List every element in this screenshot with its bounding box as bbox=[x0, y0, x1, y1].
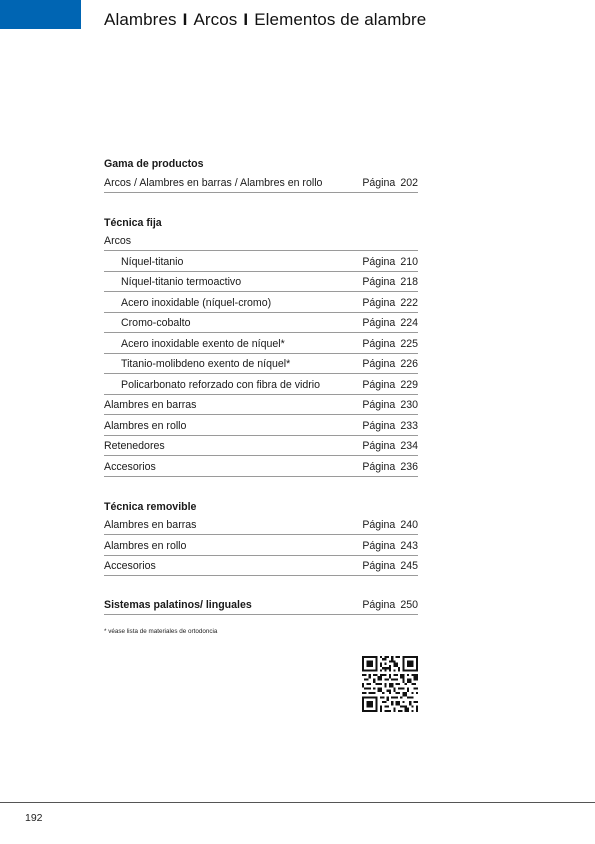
toc-page-ref: Página 245 bbox=[362, 560, 418, 572]
toc-row-label: Titanio-molibdeno exento de níquel* bbox=[121, 358, 291, 370]
section-title-removable-technique: Técnica removible bbox=[104, 500, 197, 513]
toc-row[interactable] bbox=[104, 272, 418, 293]
toc-page-number: 229 bbox=[400, 378, 418, 391]
toc-page-number: 225 bbox=[400, 337, 418, 350]
toc-row-label: Níquel-titanio bbox=[121, 255, 184, 268]
toc-page-ref: Página 230 bbox=[362, 399, 418, 411]
toc-row-label: Cromo-cobalto bbox=[121, 317, 191, 329]
toc-row[interactable] bbox=[104, 556, 418, 577]
toc-page-number: 218 bbox=[400, 276, 418, 288]
toc-row-label: Alambres en barras bbox=[104, 399, 197, 411]
toc-page-ref: Página 224 bbox=[362, 317, 418, 329]
page-title bbox=[104, 10, 426, 30]
footer-divider bbox=[0, 802, 595, 803]
toc-row-label: Accesorios bbox=[104, 460, 156, 473]
toc-row-label: Arcos / Alambres en barras / Alambres en rollo bbox=[104, 176, 323, 189]
footnote: * véase lista de materiales de ortodoncia bbox=[104, 628, 218, 635]
toc-row[interactable] bbox=[104, 415, 418, 436]
toc-page-number: 236 bbox=[400, 460, 418, 473]
section-title-fixed-technique: Técnica fija bbox=[104, 216, 162, 229]
toc-row[interactable] bbox=[104, 436, 418, 457]
toc-row[interactable] bbox=[104, 456, 418, 477]
toc-page-ref: Página 233 bbox=[362, 419, 418, 432]
toc-page-number: 210 bbox=[400, 255, 418, 268]
title-part-wire-elements: Elementos de alambre bbox=[254, 10, 427, 29]
toc-page-ref: Página 210 bbox=[362, 255, 418, 268]
toc-row[interactable] bbox=[104, 333, 418, 354]
toc-page-number: 243 bbox=[400, 539, 418, 552]
toc-page-ref: Página 234 bbox=[362, 440, 418, 452]
toc-page-ref: Página 218 bbox=[362, 276, 418, 288]
toc-page-number: 222 bbox=[400, 296, 418, 309]
toc-page-ref: Página 240 bbox=[362, 519, 418, 531]
qr-code-icon[interactable] bbox=[362, 656, 418, 712]
toc-row[interactable] bbox=[104, 251, 418, 272]
toc-page-ref: Página 243 bbox=[362, 539, 418, 552]
title-separator: I bbox=[243, 10, 249, 29]
toc-subheading-label: Arcos bbox=[104, 235, 132, 247]
toc-page-number: 240 bbox=[400, 519, 418, 531]
toc-row-palatal-systems[interactable] bbox=[104, 594, 418, 615]
toc-row-label: Acero inoxidable (níquel-cromo) bbox=[121, 296, 272, 309]
toc-page-ref: Página 226 bbox=[362, 358, 418, 370]
toc-row-label: Níquel-titanio termoactivo bbox=[121, 276, 242, 288]
page-number: 192 bbox=[25, 812, 43, 824]
toc-page-number: 250 bbox=[400, 598, 418, 611]
toc-subheading-arches bbox=[104, 231, 418, 252]
toc-page-ref: Página 225 bbox=[362, 337, 418, 350]
toc-page-number: 226 bbox=[400, 358, 418, 370]
toc-page-number: 224 bbox=[400, 317, 418, 329]
toc-row[interactable] bbox=[104, 354, 418, 375]
toc-row-label: Alambres en rollo bbox=[104, 539, 187, 552]
toc-page-number: 245 bbox=[400, 560, 418, 572]
toc-row[interactable] bbox=[104, 395, 418, 416]
title-part-wires: Alambres bbox=[104, 10, 177, 29]
toc-page-ref: Página 229 bbox=[362, 378, 418, 391]
toc-row-label: Retenedores bbox=[104, 440, 165, 452]
header-accent-tab bbox=[0, 0, 81, 29]
table-of-contents bbox=[104, 152, 418, 615]
toc-page-ref: Página 202 bbox=[362, 176, 418, 189]
toc-row[interactable] bbox=[104, 374, 418, 395]
toc-page-ref: Página 222 bbox=[362, 296, 418, 309]
toc-page-ref: Página 236 bbox=[362, 460, 418, 473]
toc-row-label: Policarbonato reforzado con fibra de vidrio bbox=[121, 378, 321, 391]
toc-page-number: 230 bbox=[400, 399, 418, 411]
toc-row-label: Acero inoxidable exento de níquel* bbox=[121, 337, 285, 350]
toc-row-label: Alambres en rollo bbox=[104, 419, 187, 432]
toc-row-label: Sistemas palatinos/ linguales bbox=[104, 598, 252, 611]
section-title-product-range: Gama de productos bbox=[104, 158, 204, 170]
toc-row[interactable] bbox=[104, 535, 418, 556]
toc-row[interactable] bbox=[104, 172, 418, 193]
toc-page-ref: Página 250 bbox=[362, 598, 418, 611]
title-part-arches: Arcos bbox=[193, 10, 238, 29]
toc-page-number: 234 bbox=[400, 440, 418, 452]
toc-row-label: Alambres en barras bbox=[104, 519, 197, 531]
toc-page-number: 233 bbox=[400, 419, 418, 432]
toc-page-number: 202 bbox=[400, 176, 418, 189]
toc-row-label: Accesorios bbox=[104, 560, 156, 572]
toc-row[interactable] bbox=[104, 313, 418, 334]
toc-row[interactable] bbox=[104, 292, 418, 313]
title-separator: I bbox=[182, 10, 188, 29]
toc-row[interactable] bbox=[104, 515, 418, 536]
